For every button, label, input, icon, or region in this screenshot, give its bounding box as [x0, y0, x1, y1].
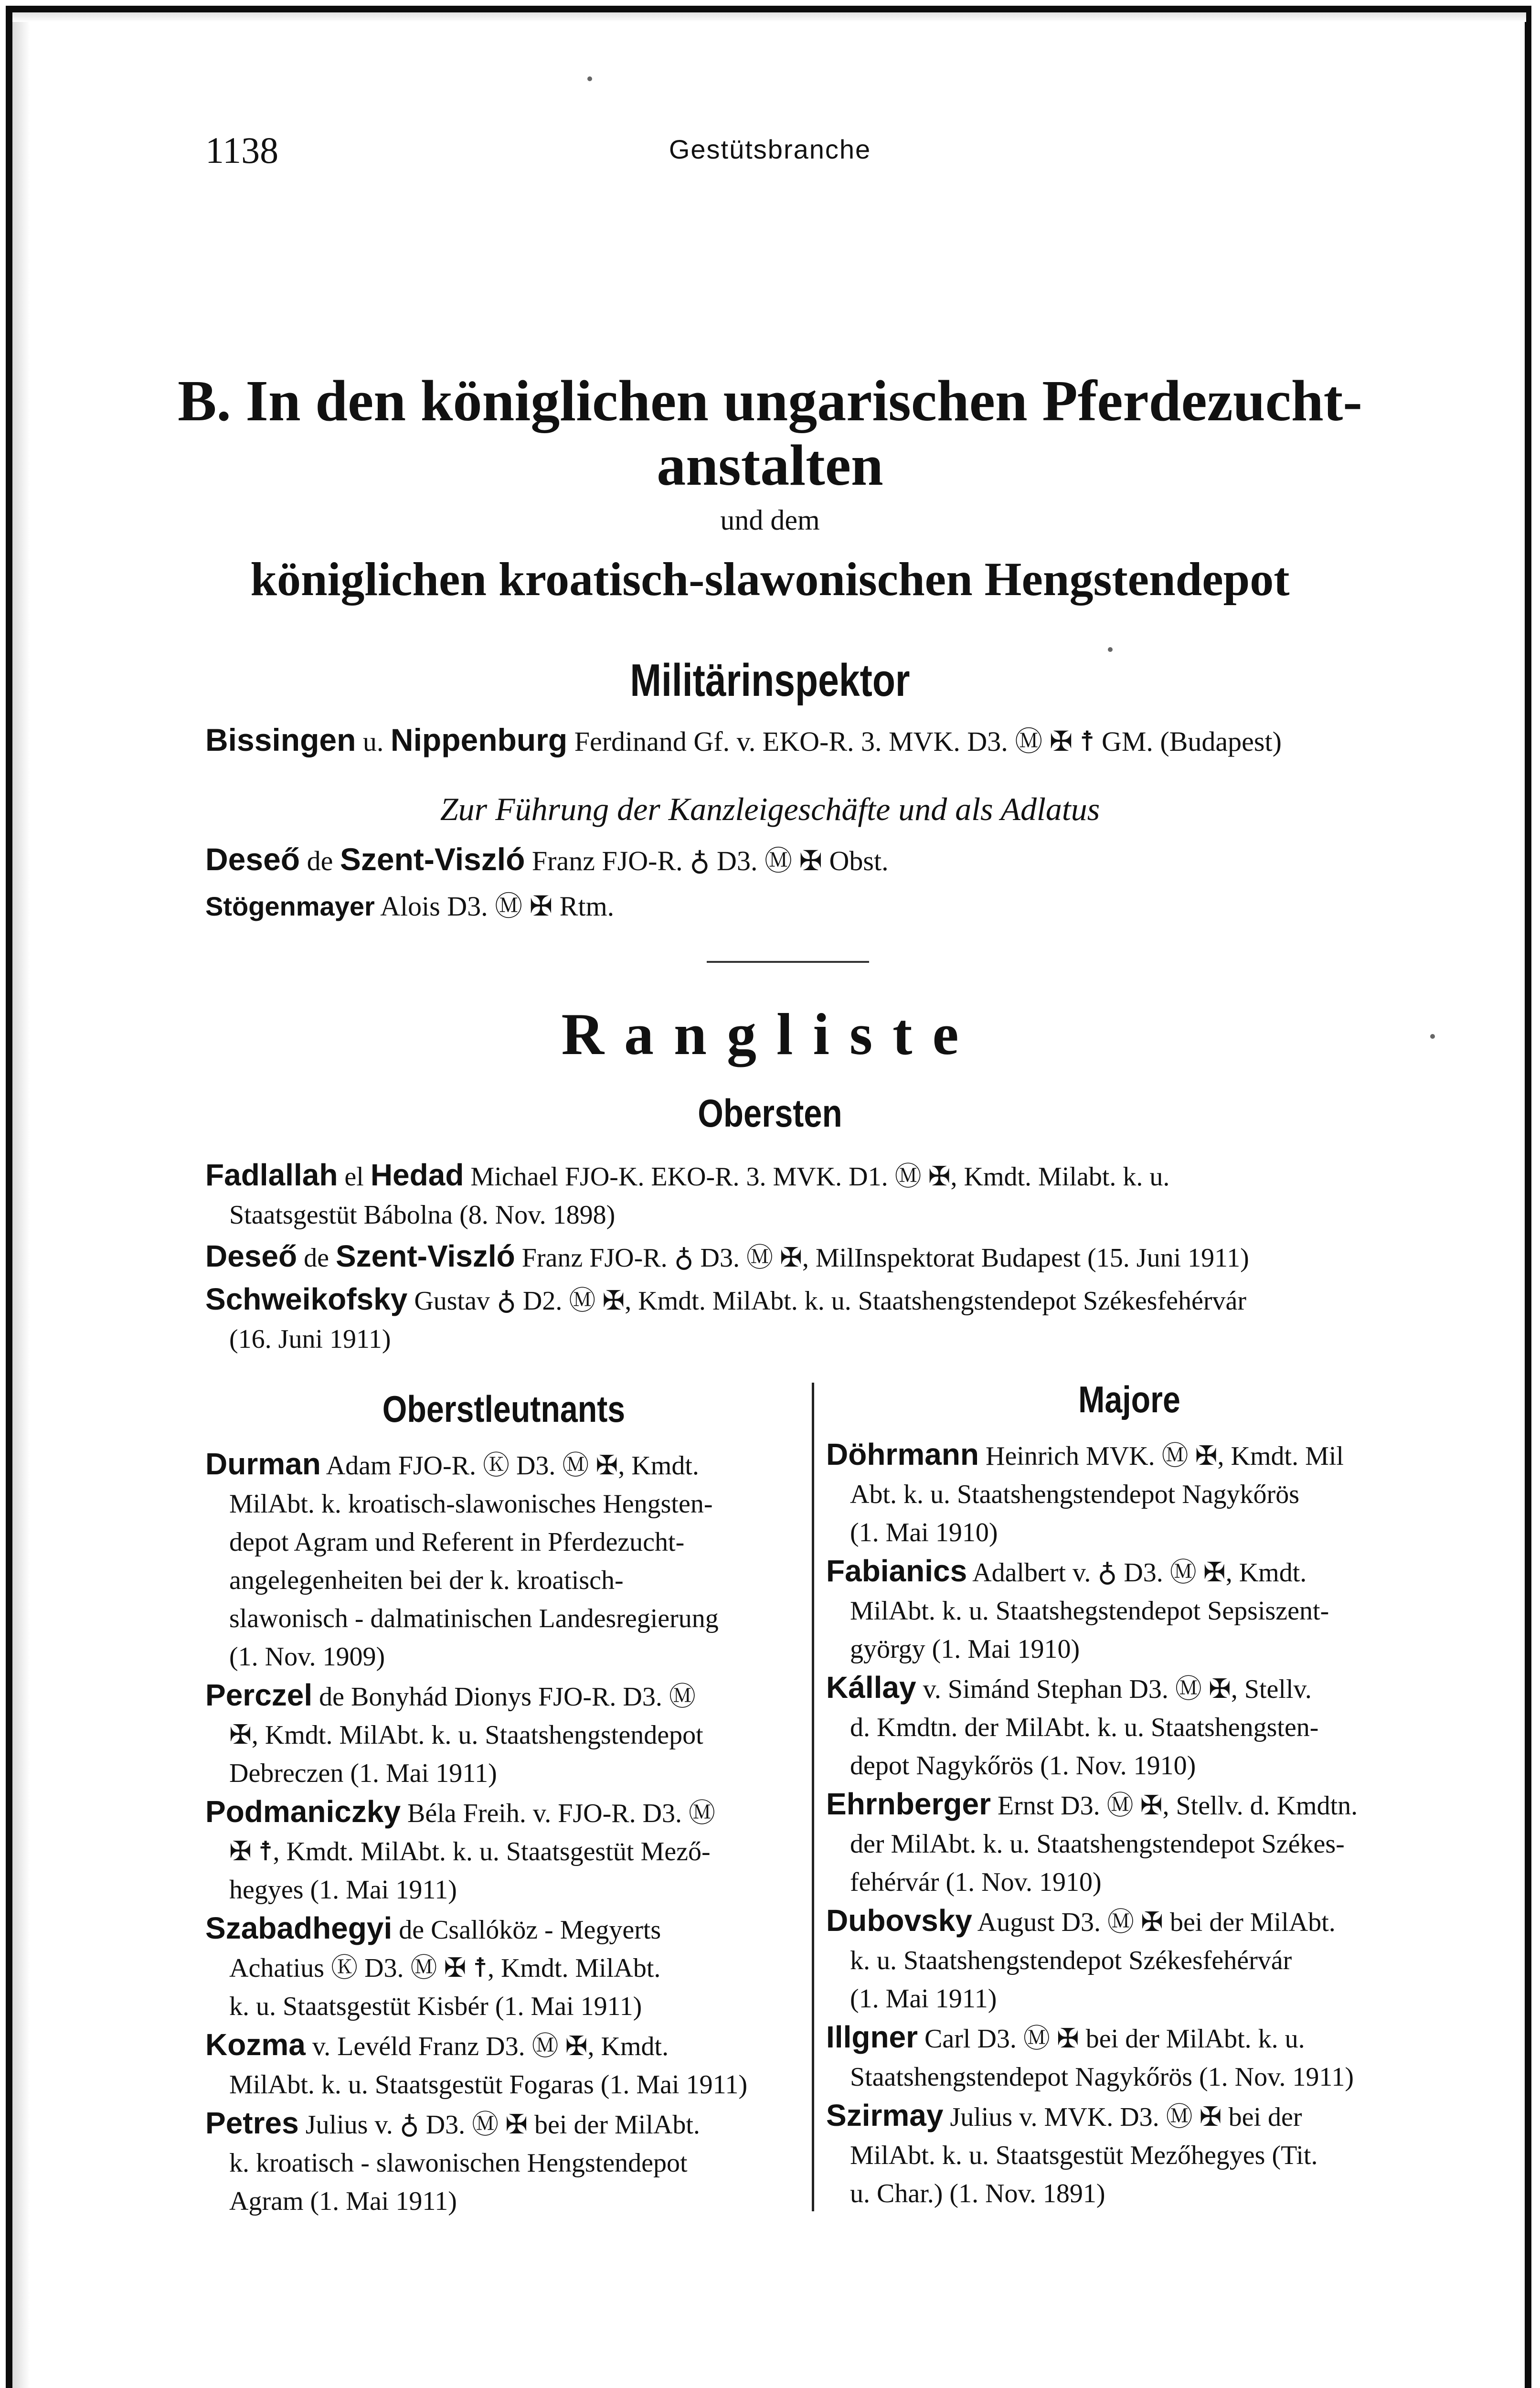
- entry-line: [205, 2104, 802, 2144]
- entry-line: [205, 1792, 802, 1833]
- list-item: [205, 1237, 1433, 1277]
- entry-name: Deseő: [205, 1239, 297, 1273]
- entry-line: d. Kmdtn. der MilAbt. k. u. Staatshengsten-: [850, 1713, 1319, 1742]
- entry-details: Ferdinand Gf. v. EKO-R. 3. MVK. D3. Ⓜ ✠ ☨ GM. (Budapest): [567, 726, 1282, 757]
- entry-name: Dubovsky: [826, 1903, 972, 1938]
- list-item: [826, 1901, 1437, 2018]
- entry-details: Heinrich MVK. Ⓜ ✠, Kmdt. Mil: [979, 1441, 1344, 1471]
- entry-line: györgy (1. Mai 1910): [850, 1634, 1080, 1664]
- entry-line: Abt. k. u. Staatshengstendepot Nagykőrös: [850, 1480, 1299, 1509]
- list-item: [826, 1552, 1437, 1668]
- adlatus-entry-2: [205, 884, 614, 924]
- entry-details: August D3. Ⓜ ✠ bei der MilAbt.: [972, 1908, 1336, 1937]
- entry-line: depot Nagykőrös (1. Nov. 1910): [850, 1751, 1196, 1780]
- entry-particle: de: [300, 845, 340, 876]
- adlatus-entry-1: [205, 838, 889, 878]
- list-item: [826, 1785, 1437, 1901]
- entry-details: Béla Freih. v. FJO-R. D3. Ⓜ: [401, 1799, 716, 1828]
- entry-details: Adam FJO-R. Ⓚ D3. Ⓜ ✠, Kmdt.: [320, 1451, 699, 1481]
- entry-line: MilAbt. k. u. Staatsgestüt Mezőhegyes (Tit.: [850, 2141, 1318, 2170]
- entry-details: de Csallóköz - Megyerts: [392, 1915, 661, 1945]
- entry-line: [205, 1156, 1433, 1196]
- entry-line: Agram (1. Mai 1911): [229, 2186, 457, 2216]
- oberstleutnants-heading: Oberstleutnants: [382, 1388, 626, 1430]
- title-line-1: B. In den königlichen ungarischen Pferdezucht-: [178, 369, 1362, 433]
- entry-line: fehérvár (1. Nov. 1910): [850, 1867, 1102, 1897]
- entry-name: Deseő: [205, 842, 300, 877]
- entry-name: Fabianics: [826, 1554, 967, 1588]
- entry-line: hegyes (1. Mai 1911): [229, 1875, 457, 1905]
- title-line-3: und dem: [720, 504, 820, 536]
- entry-line: [826, 2018, 1437, 2058]
- list-item: [205, 1445, 802, 1676]
- militaerinspektor-entry: [205, 719, 1282, 759]
- entry-name: Kállay: [826, 1670, 916, 1705]
- militaerinspektor-heading: Militärinspektor: [630, 655, 910, 706]
- entry-line: (1. Mai 1910): [850, 1518, 998, 1547]
- entry-line: MilAbt. k. kroatisch-slawonisches Hengsten-: [229, 1489, 713, 1519]
- entry-line: k. u. Staatshengstendepot Székesfehérvár: [850, 1946, 1292, 1975]
- list-item: [205, 1676, 802, 1792]
- list-item: [826, 2018, 1437, 2096]
- entry-name: Stögenmayer: [205, 891, 375, 921]
- entry-line: Debreczen (1. Mai 1911): [229, 1759, 497, 1788]
- entry-line: [826, 1785, 1437, 1825]
- entry-line: [826, 1552, 1437, 1592]
- entry-line: u. Char.) (1. Nov. 1891): [850, 2179, 1105, 2208]
- entry-details: de Bonyhád Dionys FJO-R. D3. Ⓜ: [312, 1682, 696, 1712]
- entry-name: Szent-Viszló: [340, 842, 525, 877]
- entry-line: ✠ ☨, Kmdt. MilAbt. k. u. Staatsgestüt Mező-: [229, 1837, 711, 1866]
- title-line-4: königlichen kroatisch-slawonischen Hengstendepot: [250, 553, 1290, 606]
- entry-line: k. kroatisch - slawonischen Hengstendepot: [229, 2148, 688, 2178]
- entry-line: [205, 1445, 802, 1485]
- list-item: [205, 1909, 802, 2026]
- entry-particle: u.: [356, 726, 391, 757]
- entry-name: Fadlallah: [205, 1158, 338, 1192]
- entry-line: [205, 1280, 1433, 1320]
- entry-details: v. Simánd Stephan D3. Ⓜ ✠, Stellv.: [916, 1674, 1312, 1704]
- entry-details: Julius v. MVK. D3. Ⓜ ✠ bei der: [943, 2102, 1302, 2132]
- title-line-2: anstalten: [657, 433, 883, 498]
- entry-details: Carl D3. Ⓜ ✠ bei der MilAbt. k. u.: [918, 2024, 1305, 2054]
- list-item: [205, 2104, 802, 2220]
- entry-details: Michael FJO-K. EKO-R. 3. MVK. D1. Ⓜ ✠, Kmdt. Milabt. k. u.: [464, 1162, 1170, 1192]
- entry-line: k. u. Staatsgestüt Kisbér (1. Mai 1911): [229, 1992, 642, 2021]
- entry-details: Adalbert v. ♁ D3. Ⓜ ✠, Kmdt.: [967, 1558, 1307, 1588]
- section-rule: [707, 961, 869, 963]
- entry-name: Szabadhegyi: [205, 1911, 393, 1945]
- list-item: [205, 1792, 802, 1909]
- page-number: 1138: [205, 129, 279, 171]
- entry-name: Szirmay: [826, 2098, 944, 2132]
- entry-details: Franz FJO-R. ♁ D3. Ⓜ ✠ Obst.: [525, 845, 889, 876]
- entry-details: Ernst D3. Ⓜ ✠, Stellv. d. Kmdtn.: [990, 1791, 1358, 1821]
- entry-name: Bissingen: [205, 722, 356, 757]
- entry-name: Döhrmann: [826, 1437, 979, 1471]
- entry-line: ✠, Kmdt. MilAbt. k. u. Staatshengstendepot: [229, 1720, 703, 1750]
- oberstleutnants-list: [205, 1445, 802, 2220]
- list-item: [826, 1668, 1437, 1785]
- scan-speck: [587, 76, 592, 81]
- entry-name: Hedad: [370, 1158, 464, 1192]
- entry-line: [826, 1435, 1437, 1475]
- entry-line: MilAbt. k. u. Staatsgestüt Fogaras (1. Mai 1911): [229, 2070, 748, 2100]
- entry-name: Szent-Viszló: [335, 1239, 515, 1273]
- entry-name: Perczel: [205, 1678, 313, 1712]
- list-item: [205, 2026, 802, 2104]
- entry-line: Staatshengstendepot Nagykőrös (1. Nov. 1911): [850, 2062, 1354, 2092]
- entry-line: [205, 2026, 802, 2066]
- majore-list: [826, 1435, 1437, 2213]
- entry-line: depot Agram und Referent in Pferdezucht-: [229, 1527, 685, 1557]
- list-item: [826, 2096, 1437, 2213]
- list-item: [205, 1156, 1433, 1234]
- entry-name: Schweikofsky: [205, 1282, 408, 1316]
- entry-line: (1. Mai 1911): [850, 1984, 997, 2014]
- entry-line: [205, 1909, 802, 1949]
- entry-line: [205, 1237, 1433, 1277]
- rangliste-heading: Rangliste: [561, 1002, 979, 1067]
- scan-shadow-top: [12, 12, 1526, 22]
- entry-name: Nippenburg: [390, 722, 568, 757]
- list-item: [205, 1280, 1433, 1358]
- entry-line: Staatsgestüt Bábolna (8. Nov. 1898): [229, 1200, 616, 1230]
- scan-speck: [1108, 647, 1113, 652]
- entry-line: der MilAbt. k. u. Staatshengstendepot Székes-: [850, 1829, 1345, 1859]
- entry-line: (16. Juni 1911): [229, 1324, 391, 1354]
- entry-name: Durman: [205, 1447, 321, 1481]
- entry-name: Illgner: [826, 2020, 918, 2054]
- running-head: Gestütsbranche: [669, 134, 871, 164]
- entry-name: Kozma: [205, 2027, 306, 2062]
- entry-line: [826, 1668, 1437, 1708]
- entry-line: [205, 1676, 802, 1716]
- entry-line: MilAbt. k. u. Staatshegstendepot Sepsiszent-: [850, 1596, 1329, 1626]
- entry-line: slawonisch - dalmatinischen Landesregierung: [229, 1604, 719, 1633]
- entry-particle: de: [297, 1243, 336, 1273]
- majore-heading: Majore: [1078, 1378, 1180, 1420]
- list-item: [826, 1435, 1437, 1552]
- entry-line: (1. Nov. 1909): [229, 1642, 385, 1672]
- entry-details: Gustav ♁ D2. Ⓜ ✠, Kmdt. MilAbt. k. u. Staatshengstendepot Székesfehérvár: [407, 1286, 1246, 1316]
- adlatus-heading: Zur Führung der Kanzleigeschäfte und als Adlatus: [440, 791, 1100, 827]
- entry-name: Podmaniczky: [205, 1794, 401, 1829]
- entry-details: Julius v. ♁ D3. Ⓜ ✠ bei der MilAbt.: [298, 2110, 700, 2140]
- entry-particle: el: [338, 1162, 371, 1192]
- entry-details: Alois D3. Ⓜ ✠ Rtm.: [374, 891, 615, 922]
- entry-name: Petres: [205, 2106, 299, 2140]
- entry-name: Ehrnberger: [826, 1787, 991, 1821]
- entry-details: v. Levéld Franz D3. Ⓜ ✠, Kmdt.: [305, 2032, 669, 2061]
- entry-line: Achatius Ⓚ D3. Ⓜ ✠ ☨, Kmdt. MilAbt.: [229, 1953, 661, 1983]
- column-divider: [812, 1383, 814, 2211]
- entry-details: Franz FJO-R. ♁ D3. Ⓜ ✠, MilInspektorat Budapest (15. Juni 1911): [515, 1243, 1249, 1273]
- entry-line: [826, 1901, 1437, 1941]
- obersten-heading: Obersten: [698, 1092, 842, 1135]
- entry-line: [826, 2096, 1437, 2136]
- entry-line: angelegenheiten bei der k. kroatisch-: [229, 1566, 624, 1595]
